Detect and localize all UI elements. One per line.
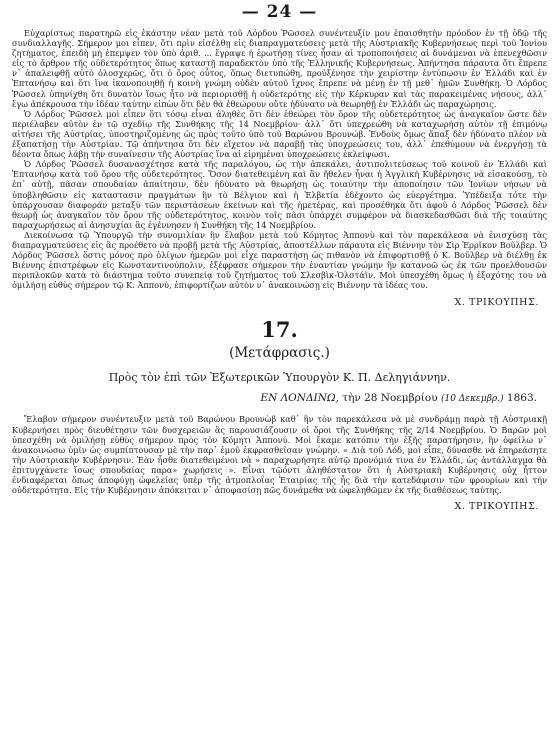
letter-2-paragraph: Ἔλαβον σήμερον συνέντευξιν μετὰ τοῦ Βαρώνου Βρουνὼβ καθ᾽ ἣν τὸν παρεκάλεσα νὰ μὲ συνδράμῃ παρὰ τῇ Αὐστριακῇ Κυβερνήσει πρὸς διευθέτησιν τῶν δυσχερειῶν ἃς παρουσιάζουσιν οἱ ὅροι τῆς Συνθήκης τῆς 2/14 Νοεμβρίου. Ὁ Βαρῶν μοὶ ὑπεσχέθη νὰ ὁμιλήσῃ εὐθὺς σήμερον πρὸς τὸν Κόμητι Ἀππονύ. Μοὶ ἔκαμε κατόπιν τὴν ἑξῆς παρατήρησιν, ἣν ὀφείλω ν᾽ ἀνακοινώσω ὑμῖν ὡς συμπίπτουσαν μὲ τὴν παρ᾽ ἐμοῦ ἐκφρασθεῖσαν γνώμην. « Διὰ τοῦ Λόδ, μοὶ εἶπε, δύνασθε νὰ ἐπηρεάσητε τὴν Αὐστριακὴν Κυβέρνησιν. Ἐὰν ἦσθε διατεθειμένοι νὰ » παραχωρήσητε αὐτῷ προνόμιά τινα ἐν Ἑλλάδι, ὡς ἀντάλλαγμα θὰ ἐπιτυγχάνετε ἴσως σπουδαίας παρα» χωρήσεις ». Εἶναι τῷόντι ἀληθέστατον ὅτι ἡ Αὐστριακὴ Κυβέρνησις οὐχ ἧττον ἐνδιαφέρεται ὅπως ἀποφύγῃ ὠφελείας ὑπὲρ τῆς ἀτμοπλοΐας Ἑταιρίας τῆς ἧς διὰ τὴν κατεδάφισιν τῶν φρουρίων καὶ τὴν οὐδετερότητα. Εἰς τὴν Κυβέρνησιν ἀπόκειται ν᾽ ἀποφασίσῃ πῶς δυνάμεθα νὰ ὠφεληθῶμεν ἐκ τῆς διαθέσεως ταύτης. (12, 414, 547, 496)
letter-paragraph-1: Εὐχαρίστως παρατηρῶ εἰς ἑκάστην νέαν μετὰ τοῦ Λόρδου Ῥῶσσελ συνέντευξίν μου ἐπαισθητὴν πρόοδον ἐν τῇ ὁδῷ τῆς συνδιαλλαγῆς. Σήμερον μοι εἶπεν, ὅτι πρὶν εἰσέλθῃ εἰς διαπραγματεύσεις μετὰ τῆς Αὐστριακῆς Κυβερνήσεως περὶ τοῦ Ἰονίου ζητήματος, ἐπειδὴ μὴ ἐπεμψεν τὸν ὑπὸ ἀριθ. ... ἔγραψε ἡ ἐρωτήσῃ τίνες ἦσαν αἱ τροποποιήσεις αἱ δυνάμεναι νὰ ἐπενεχθῶσιν εἰς τὸ ἄρθρον τῆς οὐδετερότητος ὅπως καταστῇ παραδεκτὸν ὑπὸ τῆς Ἑλληνικῆς Κυβερνήσεως. Ἀπήντησα πάραυτα ὅτι ἔπρεπε ν᾽ ἀπαλειφθῇ αὐτὸ ὁλοσχερῶς, ὅτι ὁ ὅρος οὗτος, ὅπως διετυπώθη, προὐξένησε τὴν χειρίστην ἐντύπωσιν ἐν Ἑλλάδι καὶ ἐν Ἑπτανήσῳ καὶ ὅτι ἵνα ἱκανοποιηθῇ ἡ κοινὴ γνώμη οὐδὲν αὐτοῦ ἴχνος ἔπρεπε νὰ μένῃ ἐν τῇ μεθ᾽ ἡμῶν Συνθήκῃ. Ὁ Λόρδος Ῥῶσσελ ὑπηνίχθη ὅτι δυνατὸν ἴσως ἦτο νὰ περιορισθῇ ἡ οὐδετερότης εἰς τὴν Κέρκυραν καὶ τὰς παρακειμένας νήσους, ἀλλ᾽ ἔγω ἀπέκρουσα τὴν ἰδέαν ταύτην εἰπὼν ὅτι δὲν θὰ ἐθεώρουν οὔτε ἡδύνατο νὰ θεωρηθῇ ἐν Ἑλλάδι ὡς παραχώρησις. (12, 28, 547, 109)
dateline-year: 1863. (503, 392, 537, 405)
document-page (12, 0, 547, 513)
signature-trikoupis-2: Χ. ΤΡΙΚΟΥΠΗΣ. (454, 501, 539, 513)
letter-paragraph-2: Ὁ Λόρδος Ῥῶσσελ μοὶ εἶπεν ὅτι τόσῳ εἶναι ἀληθὲς ὅτι δὲν ἐθεώρει τὸν ὅρον τῆς οὐδετερότητος ὡς ἀναγκαῖον ὥστε δὲν περιέλαβεν αὐτὸν ἐν τῷ σχεδίῳ τῆς Συνθήκης τῆς 14 Νοεμβρίου· ἀλλ᾽ ὅτι ὑπεχρεώθη νὰ καταχωρήσῃ αὐτὸν τῇ ἐπιμόνῳ αἰτήσει τῆς Αὐστρίας, ὑποστηριζομένης ὡς πρὸς τοῦτο ὑπὸ τοῦ Βαρώνου Βρουνώβ. Ἐνδοὺς ὅμως ἅπαξ δὲν ἠδύνατο πλέον νὰ ἐξαπατήσῃ τὴν Αὐστρίαν. Τῷ ἀπήντησα ὅτι δὲν εἴχετον νὰ παραβῇ τὰς ὑποχρεώσεις του, ἀλλ᾽ ἐπεθύμουν νὰ ἐνεργήσῃ τὰ δέοντα ὅπως λάβῃ τὴν συναίνεσιν τῆς Αὐστρίας ἵνα αἱ εἰρημέναι ὑποχρεώσεις ἐκλείψωσι. (12, 108, 547, 160)
dateline-date-alt: (10 Δεκεμβρ.) (440, 394, 504, 405)
recipient-line: Πρὸς τὸν ἐπὶ τῶν Ἐξωτερικῶν Ὑπουργὸν Κ. Π. Δεληγιάννην. (108, 371, 451, 385)
dateline (12, 392, 537, 406)
dateline-place: ΕΝ ΛΟΝΔΙΝΩ, (260, 392, 339, 405)
document-type: (Μετάφρασις.) (229, 345, 330, 362)
letter-paragraph-3: Ὁ Λόρδος Ῥῶσσελ δυσανασχέτησε κατὰ τῆς παραλόγου, ὡς τὴν ἀπεκάλει, ἀντιπολιτεύσεως τοῦ κοινοῦ ἐν Ἑλλάδι καὶ Ἑπτανήσῳ κατὰ τοῦ ὅρου τῆς οὐδετερότητος. Ὅσον διατεθειμένη καὶ ἂν ἤθελεν ἦναι ἡ Ἀγγλικὴ Κυβέρνησις νὰ εἰσακούσῃ, τὸ ἐπ᾽ αὐτῇ, πᾶσαν σπουδαίαν ἀπαίτησιν, δὲν ἠδύνατο νὰ θεωρήσῃ ὡς τοιαύτην τὴν ἀποποίησιν τῶν Ἰονίων νήσων νὰ ὑποβληθῶσιν εἰς καταστασιν πραγμάτων ἣν τὸ Βέλγιον καὶ ἡ Ἑλβετία ἐδέχοντο ὡς εὐεργέτημα. Ὑπέδειξα τότε τὴν ὑπάρχουσαν διαφορὰν μεταξὺ τῶν περιστάσεων ἐκείνων καὶ τῆς ἡμετέρας, καὶ προσέθηκα ὅτι ἀφοῦ ὁ Λόρδος Ῥῶσσελ δὲν θεωρῇ ὡς ἀναγκαῖον τὸν ὅρον τῆς οὐδετερότητος, κοινὸν τοῖς πᾶσι ὑπάρχει συμφέρον νὰ διασκεδασθῶσι διὰ τῆς τοιαύτης παραχωρήσεως αἱ ἀνησυχίαι ἃς ἐγέννησεν ἡ Συνθήκη τῆς 14 Νοεμβρίου. (12, 159, 547, 230)
document-number: 17. (261, 317, 298, 343)
page-number: — 24 — (241, 2, 318, 22)
dateline-date: τὴν 28 Νοεμβρίου (338, 392, 441, 405)
letter-paragraph-4: Διεκοίνωσα τῷ Ὑπουργῷ τὴν συνομιλίαν ἣν ἔλαβον μετὰ τοῦ Κόμητος Ἀππονὺ καὶ τὸν παρεκάλεσα νὰ ἐνισχύσῃ τὰς διαπραγματεύσεις εἰς ἃς προέθετο νὰ προβῇ μετὰ τῆς Αὐστρίας, ἀποστέλλων πάραυτα εἰς Βιέννην τὸν Σὶρ Ἑρρῖκον Βοῦλβερ. Ὁ Λόρδος Ῥῶσσελ ὅστις μόνος πρὸ ὀλίγων ἡμερῶν μοὶ εἶχε παραστήσῃ ὡς πιθανὸν νὰ ἐπιφορτισθῇ ὁ Κ. Βοῦλβερ νὰ διέλθῃ ἐκ Βιέννης ἐπιστρέφων εἰς Κωνσταντινούπολιν, ἐξέφρασε σήμερον τὴν ἐναντίαν γνώμην ἣν κατανοῶ ὡς ἐκ τῶν προελθουσῶν περιπλοκῶν κατὰ τὸ διάστημα τοῦτο συνεπείᾳ τοῦ ζητήματος τοῦ Σλεσβὶκ-Ὁλστάϊν. Μοὶ ὑπεσχέθη ὅμως ἡ ἐξοχότης του νὰ ὁμιλήσῃ εὐθὺς σήμερον τῷ Κ. Ἀππονύ, ἐπιφορτίζων αὐτὸν ν᾽ ἀνακοινώσῃ εἰς Βιέννην τὰ ἰδέας του. (12, 229, 547, 291)
signature-trikoupis-1: Χ. ΤΡΙΚΟΥΠΗΣ. (454, 297, 539, 309)
